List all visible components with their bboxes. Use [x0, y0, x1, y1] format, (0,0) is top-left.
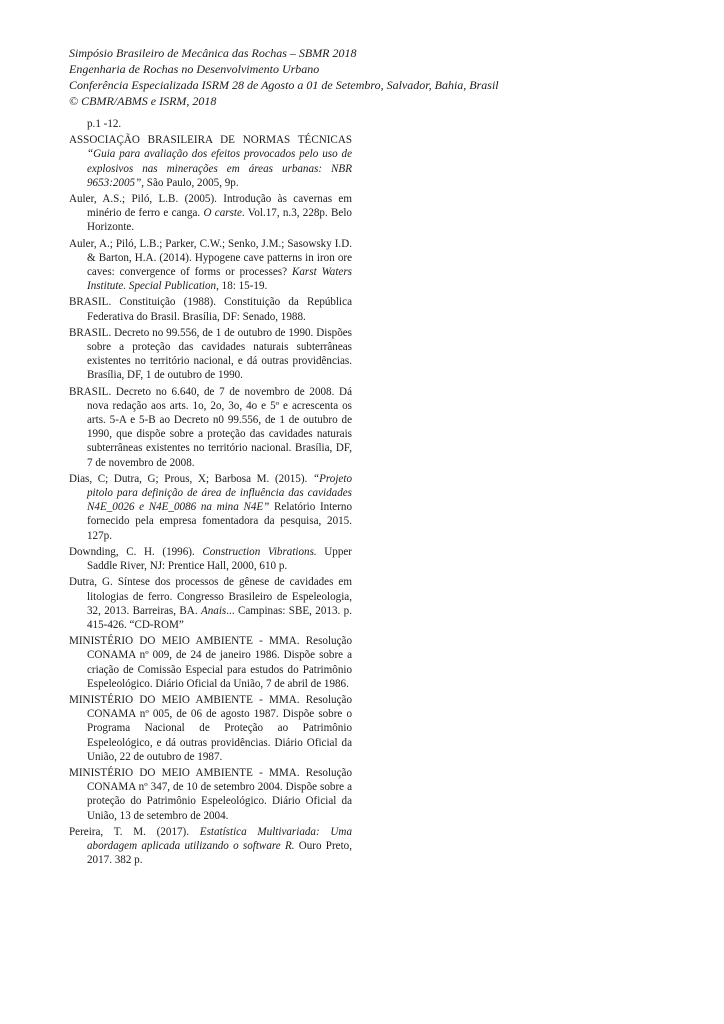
reference-text: ASSOCIAÇÃO BRASILEIRA DE NORMAS TÉCNICAS: [69, 134, 352, 147]
reference-text: Dutra, G. Síntese dos processos de gênese de cavidades em litologias de ferro. Congresso Brasileiro de Espeleologia, 32, 2013. Barreiras, BA.: [69, 576, 352, 617]
reference-list: [69, 117, 352, 869]
reference-entry: [69, 295, 352, 323]
reference-entry: [69, 192, 352, 235]
reference-entry: [69, 326, 352, 383]
reference-text: Upper Saddle River, NJ: Prentice Hall, 2000, 610 p.: [87, 545, 352, 573]
reference-entry: [69, 825, 352, 868]
reference-entry: [69, 575, 352, 632]
reference-entry: [69, 634, 352, 691]
reference-text: BRASIL. Decreto no 99.556, de 1 de outubro de 1990. Dispões sobre a proteção das cavidades naturais subterrâneas existentes no território nacional, e dá outras providências. Brasília, DF, 1 de outubro de 1990.: [69, 326, 352, 382]
reference-text: ... Campinas: SBE, 2013. p. 415-426. “CD-ROM”: [87, 604, 352, 631]
reference-text: BRASIL. Decreto no 6.640, de 7 de novembro de 2008. Dá nova redação aos arts. 1o, 2o, 3o, 4o e 5º e acrescenta os arts. 5-A e 5-B ao Decreto n0 99.556, de 1 de outubro de 1990, que dispõe sobre a proteção das cavidades naturais subterrâneas existentes no território nacional. Brasília, DF, 7 de novembro de 2008.: [69, 385, 352, 469]
header-line-2: Engenharia de Rochas no Desenvolvimento Urbano: [69, 62, 320, 76]
reference-entry: [69, 545, 352, 573]
reference-italic-text: Estatística Multivariada: Uma abordagem aplicada utilizando o software R.: [87, 825, 352, 852]
reference-entry: [69, 385, 352, 470]
reference-text: , São Paulo, 2005, 9p.: [141, 176, 239, 189]
reference-text: Pereira, T. M. (2017).: [69, 825, 200, 838]
reference-entry: [69, 237, 352, 294]
reference-text: Auler, A.S.; Piló, L.B. (2005). Introdução às cavernas em minério de ferro e canga.: [69, 193, 352, 220]
reference-italic-text: “Guia para avaliação dos efeitos provocados pelo uso de explosivos nas minerações em áreas urbanas: NBR 9653:2005”: [87, 148, 352, 189]
reference-text: p.1 -12.: [87, 118, 122, 130]
reference-italic-text: O carste: [203, 207, 242, 220]
reference-text: MINISTÉRIO DO MEIO AMBIENTE - MMA. Resolução CONAMA nº 347, de 10 de setembro 2004. Dispõe sobre a proteção do Patrimônio Espeleológico. Diário Oficial da União, 13 de setembro de 2004.: [69, 766, 352, 822]
reference-text: Ouro Preto, 2017. 382 p.: [87, 839, 352, 867]
reference-entry: [69, 766, 352, 823]
reference-text: Downding, C. H. (1996).: [69, 545, 203, 558]
reference-text: MINISTÉRIO DO MEIO AMBIENTE - MMA. Resolução CONAMA nº 009, de 24 de janeiro 1986. Dispõe sobre a criação de Comissão Especial para estudos do Patrimônio Espeleológico. Diário Oficial da União, 7 de abril de 1986.: [69, 635, 352, 690]
reference-entry: [69, 133, 352, 190]
reference-entry: [69, 472, 352, 543]
header-line-4: © CBMR/ABMS e ISRM, 2018: [69, 94, 217, 108]
reference-entry: [69, 117, 352, 131]
reference-text: , 18: 15-19.: [216, 280, 268, 293]
reference-entry: [69, 693, 352, 764]
reference-text: Dias, C; Dutra, G; Prous, X; Barbosa M. (2015).: [69, 472, 313, 485]
reference-text: Relatório Interno fornecido pela empresa fomentadora da pesquisa, 2015. 127p.: [87, 501, 352, 542]
reference-text: MINISTÉRIO DO MEIO AMBIENTE - MMA. Resolução CONAMA nº 005, de 06 de agosto 1987. Dispõe sobre o Programa Nacional de Proteção ao Patrimônio Espeleológico, e dá outras providências. Diário Oficial da União, 22 de outubro de 1987.: [69, 693, 352, 763]
reference-italic-text: Anais: [200, 604, 227, 617]
reference-italic-text: “Projeto pitolo para definição de área de influência das cavidades N4E_0026 e N4E_0086 na mina N4E”: [87, 472, 352, 514]
reference-italic-text: Karst Waters Institute. Special Publication: [87, 266, 352, 293]
reference-text: . Vol.17, n.3, 228p. Belo Horizonte.: [87, 207, 352, 234]
conference-header: [69, 45, 669, 109]
reference-text: BRASIL. Constituição (1988). Constituição da República Federativa do Brasil. Brasília, DF: Senado, 1988.: [69, 296, 352, 323]
header-line-1: Simpósio Brasileiro de Mecânica das Rochas – SBMR 2018: [69, 46, 357, 60]
reference-text: Auler, A.; Piló, L.B.; Parker, C.W.; Senko, J.M.; Sasowsky I.D. & Barton, H.A. (2014). Hypogene cave patterns in iron ore caves: convergence of forms or processes?: [69, 237, 352, 279]
header-line-3: Conferência Especializada ISRM 28 de Agosto a 01 de Setembro, Salvador, Bahia, Brasil: [69, 78, 499, 92]
reference-italic-text: Construction Vibrations.: [202, 545, 317, 558]
